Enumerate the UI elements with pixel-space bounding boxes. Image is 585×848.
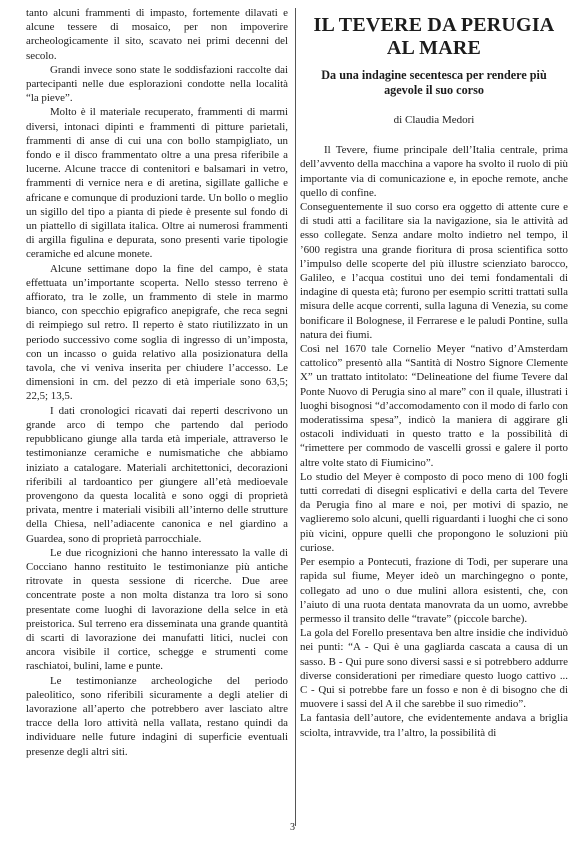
paragraph: I dati cronologici ricavati dai reperti descrivono un grande arco di tempo che partendo dal periodo repubblicano giunge alla tarda età imperiale, attraverso le testimonianze ceramiche e numismatiche che abbiamo iniziato a catalogare. Materiali architettonici, decorazioni riferibili al tardoantico per giungere all’età medioevale provengono da questa località e sono oggi di proprietà privata, mentre i materiali visibili all’interno delle strutture della Chiesa, nell’adiacente canonica e nel giardino a Guardea, sono di proprietà parrocchiale. — [26, 404, 288, 545]
paragraph: Grandi invece sono state le soddisfazioni raccolte dai partecipanti nelle due esplorazioni condotte nella località “la pieve”. — [26, 63, 288, 105]
paragraph: Per esempio a Pontecuti, frazione di Todi, per superare una rapida sul fiume, Meyer ideò un marchingegno o ponte, collegato ad uno o due mulini allora esistenti, che, con l’aiuto di una ruota dentata manovrata da un uomo, avrebbe permesso il transito delle “travate” (piccole barche). — [300, 556, 568, 625]
paragraph: Lo studio del Meyer è composto di poco meno di 100 fogli tutti corredati di disegni esplicativi e della carta del Tevere da Perugia fino al mare e noi, per motivi di spazio, ne vaglieremo solo alcuni, quelli riguardanti i luoghi che ci sono più vicini, oppure quelli che propongono le soluzioni più curiose. — [300, 470, 568, 554]
column-divider — [295, 8, 296, 826]
paragraph: Conseguentemente il suo corso era oggetto di attente cure e di studi atti a facilitare sia la navigazione, sia le attività ad esso collegate. Senza andare molto indietro nel tempo, il ’600 registra una grande fioritura di prosa scientifica sotto l’impulso delle scoperte del più illustre scienziato barocco, Galileo, e l’acqua costituì uno dei temi fondamentali di indagine di questa età; furono per esempio scritti trattati sulla misura delle acque correnti, sulla laguna di Venezia, su come bonificare il Bolognese, il Ferrarese e le paludi Pontine, sulla natura dei fiumi. — [300, 201, 568, 341]
right-column — [300, 6, 568, 740]
paragraph: Così nel 1670 tale Cornelio Meyer “nativo d’Amsterdam cattolico” presentò alla “Santità di Nostro Signore Clemente X” un trattato intitolato: “Delineatione del fiume Tevere dal Ponte Nuovo di Perugia sino al mare” con il quale, illustrati i luoghi bisognosi “d’accomodamento con il modo di farlo con moderatissima spesa”, indicò la maniera di aggirare gli ostacoli individuati in questo tratto e la possibilità di “rimettere per commodo de vascelli grossi e galere il porto altre volte stato di Fiumicino”. — [300, 343, 568, 469]
paragraph: Le due ricognizioni che hanno interessato la valle di Cocciano hanno restituito le testimonianze più antiche ritrovate in questa sessione di ricerche. Due aree concentrate poste a non molta distanza tra loro si sono presentate come luoghi di lavorazione della selce in età preistorica. Sul terreno era disseminata una grande quantità di scarti di lavorazione dei manufatti litici, nuclei con ancora visibile il cortice, schegge e strumenti come raschiatoi, bulini, lame e punte. — [26, 546, 288, 673]
paragraph: Molto è il materiale recuperato, frammenti di marmi diversi, intonaci dipinti e frammenti di pitture parietali, frammenti di anse di cui una con bollo stampigliato, un fondo e il disco frammentato oltre a una presa riferibile a lucerne. Alcune tracce di contenitori e balsamari in vetro, frammenti di vernice nera e di aretina, sigillate galliche e africane e comunque di produzioni tarde. Un bollo o meglio un sigillo del tipo a pianta di piede è presente sul fondo di un piattello di sigillata italica. Oltre ai numerosi frammenti di argilla figulina e depurata, sono presenti varie tipologie ceramiche ed alcune monete. — [26, 106, 288, 261]
article-author: di Claudia Medori — [393, 114, 475, 126]
page-number: 3 — [290, 822, 295, 833]
paragraph: Il Tevere, fiume principale dell’Italia centrale, prima dell’avvento della macchina a vapore ha svolto il ruolo di più importante via di comunicazione e, in epoche remote, anche quello di confine. — [300, 144, 568, 199]
paragraph: Le testimonianze archeologiche del periodo paleolitico, sono riferibili sicuramente a degli atelier di lavorazione all’aperto che potrebbero aver lasciato altre tracce della loro attività nella vallata, restano quindi da individuare nelle future indagini di superficie eventuali presenze degli altri siti. — [26, 674, 288, 758]
paragraph: La gola del Forello presentava ben altre insidie che individuò nei punti: “A - Qui è una gagliarda cascata a causa di un sasso. B - Qui pure sono diversi sassi e si potrebbero addurre diverse considerationi per rimediare questo luogo cattivo ... C - Qui si potrebbe fare un fosso e non è di bisogno che di muovere i sassi del A il che sarebbe il suo rimedio”. — [300, 627, 568, 711]
paragraph: tanto alcuni frammenti di impasto, fortemente dilavati e alcune tessere di mosaico, per non impoverire archeologicamente il sito, scavato nei primi decenni del secolo. — [26, 7, 288, 62]
article-subtitle: Da una indagine secentesca per rendere più agevole il suo corso — [321, 68, 547, 97]
paragraph: La fantasia dell’autore, che evidentemente andava a briglia sciolta, intravvide, tra l’altro, la possibilità di — [300, 712, 568, 739]
article-title: IL TEVERE DA PERUGIA AL MARE — [313, 14, 555, 59]
left-column — [26, 6, 288, 759]
paragraph: Alcune settimane dopo la fine del campo, è stata effettuata un’importante scoperta. Nello stesso terreno è affiorato, tra le zolle, un frammento di stele in marmo bianco, con specchio epigrafico anepigrafe, che reca segni di reimpiego sul retro. Il reperto è stato riutilizzato in un periodo successivo come soglia di ingresso di un’imposta, con un incasso o guida relativo alla posizionatura della tavola, che vi veniva inserita per chiudere l’accesso. Le dimensioni in cm. del pezzo di età imperiale sono 63,5; 22,5; 13,5. — [26, 262, 288, 403]
